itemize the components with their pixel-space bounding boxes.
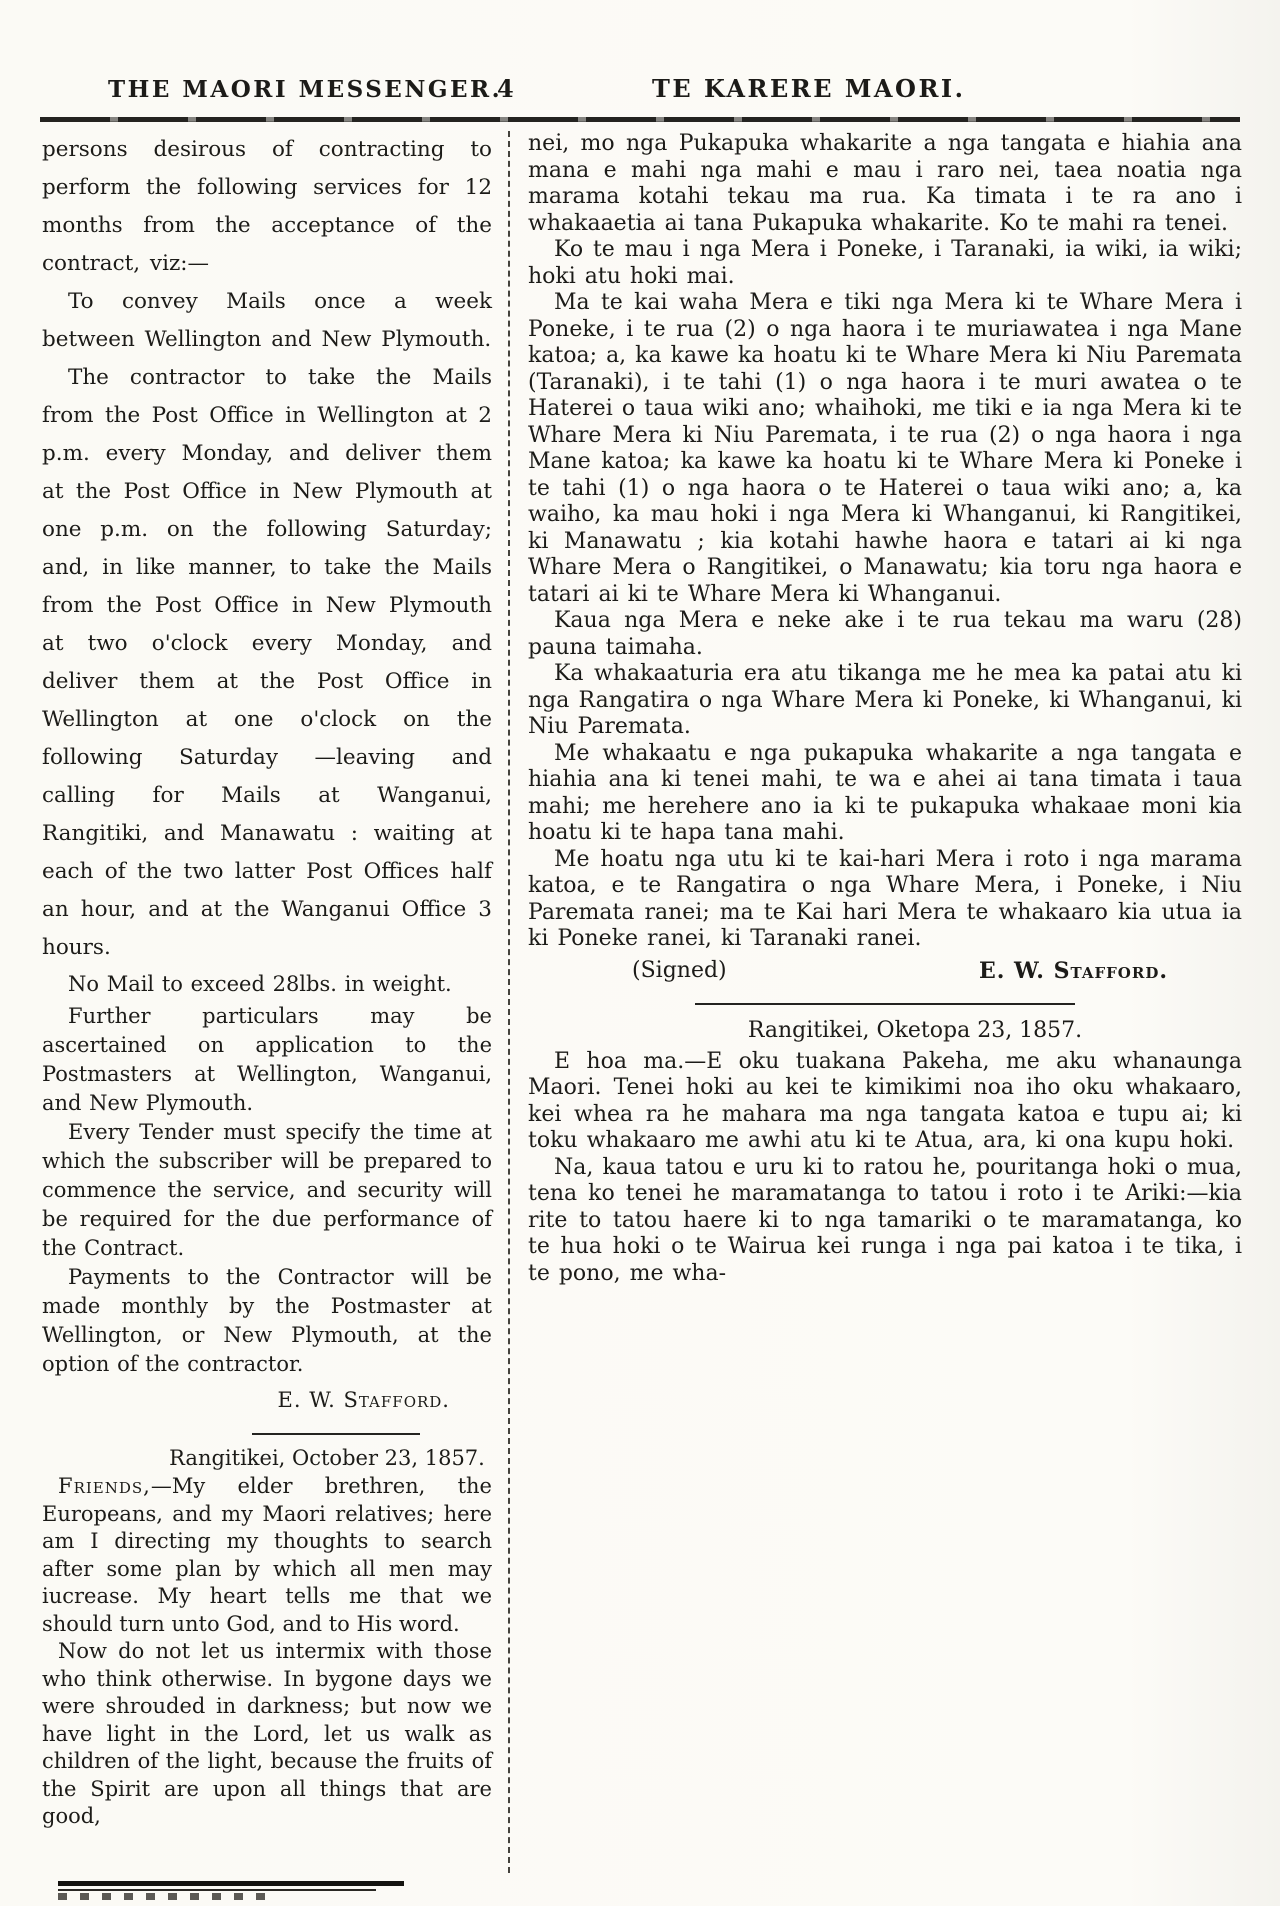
notice-paragraph-5: Further particulars may be ascertained on application to the Postmasters at Wellington, Wanganui, and New Plymouth. bbox=[42, 1004, 492, 1115]
notice-maori-paragraph-6: Me whakaatu e nga pukapuka whakarite a nga tangata e hiahia ana ki tenei mahi, te wa e ahei ai tana timata i taua mahi; me herehere ano ia ki te pukapuka whakaae moni kia hoatu ki te hapa tana mahi. bbox=[528, 740, 1242, 845]
signature-row-maori bbox=[528, 953, 1242, 987]
section-divider-rule-right bbox=[695, 1003, 1075, 1005]
letter-maori bbox=[528, 1015, 1242, 1288]
masthead-right-title: TE KARERE MAORI. bbox=[652, 74, 966, 103]
letter-paragraph-1-body: —My elder brethren, the Europeans, and my Maori relatives; here am I directing my thoughts to search after some plan by which all men may iucrease. My heart tells me that we should turn unto God, and to His word. bbox=[42, 1474, 492, 1636]
notice-paragraph-1: persons desirous of contracting to perform the following services for 12 months from the acceptance of the contract, viz:— bbox=[42, 137, 492, 276]
letter-salutation: Friends, bbox=[58, 1474, 151, 1498]
notice-maori-paragraph-4: Kaua nga Mera e neke ake i te rua tekau ma waru (28) pauna taimaha. bbox=[528, 608, 1242, 660]
notice-paragraph-2: To convey Mails once a week between Wellington and New Plymouth. bbox=[42, 289, 492, 352]
letter-paragraph-2-maori: Na, kaua tatou e uru ki to ratou he, pouritanga hoki o mua, tena ko tenei he maramatanga to tatou i roto i te Ariki:—kia rite to tatou haere ki to nga tamariki o te maramatanga, ko te hua hoki o te Wairua kei runga i nga pai katoa i te tika, i te pono, me wha- bbox=[528, 1154, 1242, 1286]
letter-dateline-maori: Rangitikei, Oketopa 23, 1857. bbox=[747, 1017, 1083, 1043]
mail-contract-notice-tight bbox=[42, 967, 492, 1417]
header-rule bbox=[40, 117, 1240, 122]
notice-paragraph-7: Payments to the Contractor will be made monthly by the Postmaster at Wellington, or New Plymouth, at the option of the contractor. bbox=[42, 1265, 492, 1376]
notice-maori-paragraph-3: Ma te kai waha Mera e tiki nga Mera ki te Whare Mera i Poneke, i te rua (2) o nga haora i te muriawatea i nga Mane katoa; a, ka kawe ka hoatu ki te Whare Mera ki Niu Paremata (Taranaki), i te tahi (1) o nga haora i te muri awatea o te Haterei o taua wiki ano; whaihoki, me tiki e ia nga Mera ki te Whare Mera ki Niu Paremata, i te rua (2) o nga haora i nga Mane katoa; ka kawe ka hoatu ki te Whare Mera ki Poneke i te tahi (1) o nga haora o te Haterei o taua wiki ano; a, ka waiho, ka mau hoki i nga Mera ki Whanganui, ki Rangitikei, ki Manawatu ; kia kotahi hawhe haora e tatari ai ki nga Whare Mera o Rangitikei, o Manawatu; kia toru nga haora e tatari ai ki te Whare Mera ki Whanganui. bbox=[528, 290, 1242, 607]
bottom-artifact-bar-thin bbox=[58, 1889, 376, 1891]
letter-dateline-english: Rangitikei, October 23, 1857. bbox=[169, 1446, 485, 1470]
notice-maori-paragraph-5: Ka whakaaturia era atu tikanga me he mea ka patai atu ki nga Rangatira o nga Whare Mera ki Poneke, ki Whanganui, ki Niu Paremata. bbox=[528, 661, 1242, 739]
signature-maori: E. W. Stafford. bbox=[978, 957, 1168, 984]
mail-contract-notice-wide bbox=[42, 131, 492, 967]
notice-paragraph-3: The contractor to take the Mails from the Post Office in Wellington at 2 p.m. every Monday, and deliver them at the Post Office in New Plymouth at one p.m. on the following Saturday; and, in like manner, to take the Mails from the Post Office in New Plymouth at two o'clock every Monday, and deliver them at the Post Office in Wellington at one o'clock on the following Saturday —leaving and calling for Mails at Wanganui, Rangitiki, and Manawatu : waiting at each of the two latter Post Offices half an hour, and at the Wanganui Office 3 hours. bbox=[42, 365, 492, 960]
notice-paragraph-4: No Mail to exceed 28lbs. in weight. bbox=[68, 972, 452, 996]
notice-maori-paragraph-7: Me hoatu nga utu ki te kai-hari Mera i roto i nga marama katoa, e te Rangatira o nga Whare Mera, i Poneke, i Niu Paremata ranei; ma te Kai hari Mera te whakaaro kia utua ia ki Poneke ranei, ki Taranaki ranei. bbox=[528, 846, 1242, 951]
page-number: 4 bbox=[497, 74, 514, 103]
notice-maori-paragraph-2: Ko te mau i nga Mera i Poneke, i Taranaki, ia wiki, ia wiki; hoki atu hoki mai. bbox=[528, 237, 1242, 289]
left-column-english bbox=[42, 131, 508, 1873]
notice-maori-paragraph-1: nei, mo nga Pukapuka whakarite a nga tangata e hiahia ana mana e mahi nga mahi e mau i raro nei, taea noatia nga marama kotahi tekau ma rua. Ka timata i te ra ano i whakaaetia ai tana Pukapuka whakarite. Ko te mahi ra tenei. bbox=[528, 131, 1242, 236]
right-column-maori bbox=[510, 131, 1242, 1873]
notice-paragraph-6: Every Tender must specify the time at which the subscriber will be prepared to commence the service, and security will be required for the due performance of the Contract. bbox=[42, 1120, 492, 1260]
letter-paragraph-2-english: Now do not let us intermix with those who think otherwise. In bygone days we were shrouded in darkness; but now we have light in the Lord, let us walk as children of the light, because the fruits of the Spirit are upon all things that are good, bbox=[42, 1639, 492, 1828]
section-divider-rule-left bbox=[252, 1433, 420, 1435]
masthead-left-title: THE MAORI MESSENGER. bbox=[108, 76, 503, 103]
bottom-artifact-text-fragment bbox=[58, 1893, 266, 1900]
bottom-artifact-bar bbox=[58, 1881, 404, 1886]
letter-english bbox=[42, 1443, 492, 1831]
signature-english: E. W. Stafford. bbox=[277, 1388, 450, 1412]
bottom-edge-artifact bbox=[58, 1881, 404, 1900]
signed-label: (Signed) bbox=[632, 957, 727, 983]
columns-container bbox=[42, 131, 1242, 1873]
letter-paragraph-1-english bbox=[42, 1473, 492, 1638]
letter-paragraph-1-maori: E hoa ma.—E oku tuakana Pakeha, me aku whanaunga Maori. Tenei hoki au kei te kimikimi noa iho oku whakaaro, kei whea ra he mahara ma nga tangata katoa e tupu ai; ki toku whakaaro me awhi atu ki te Atua, ara, ki ona kupu hoki. bbox=[528, 1048, 1242, 1153]
